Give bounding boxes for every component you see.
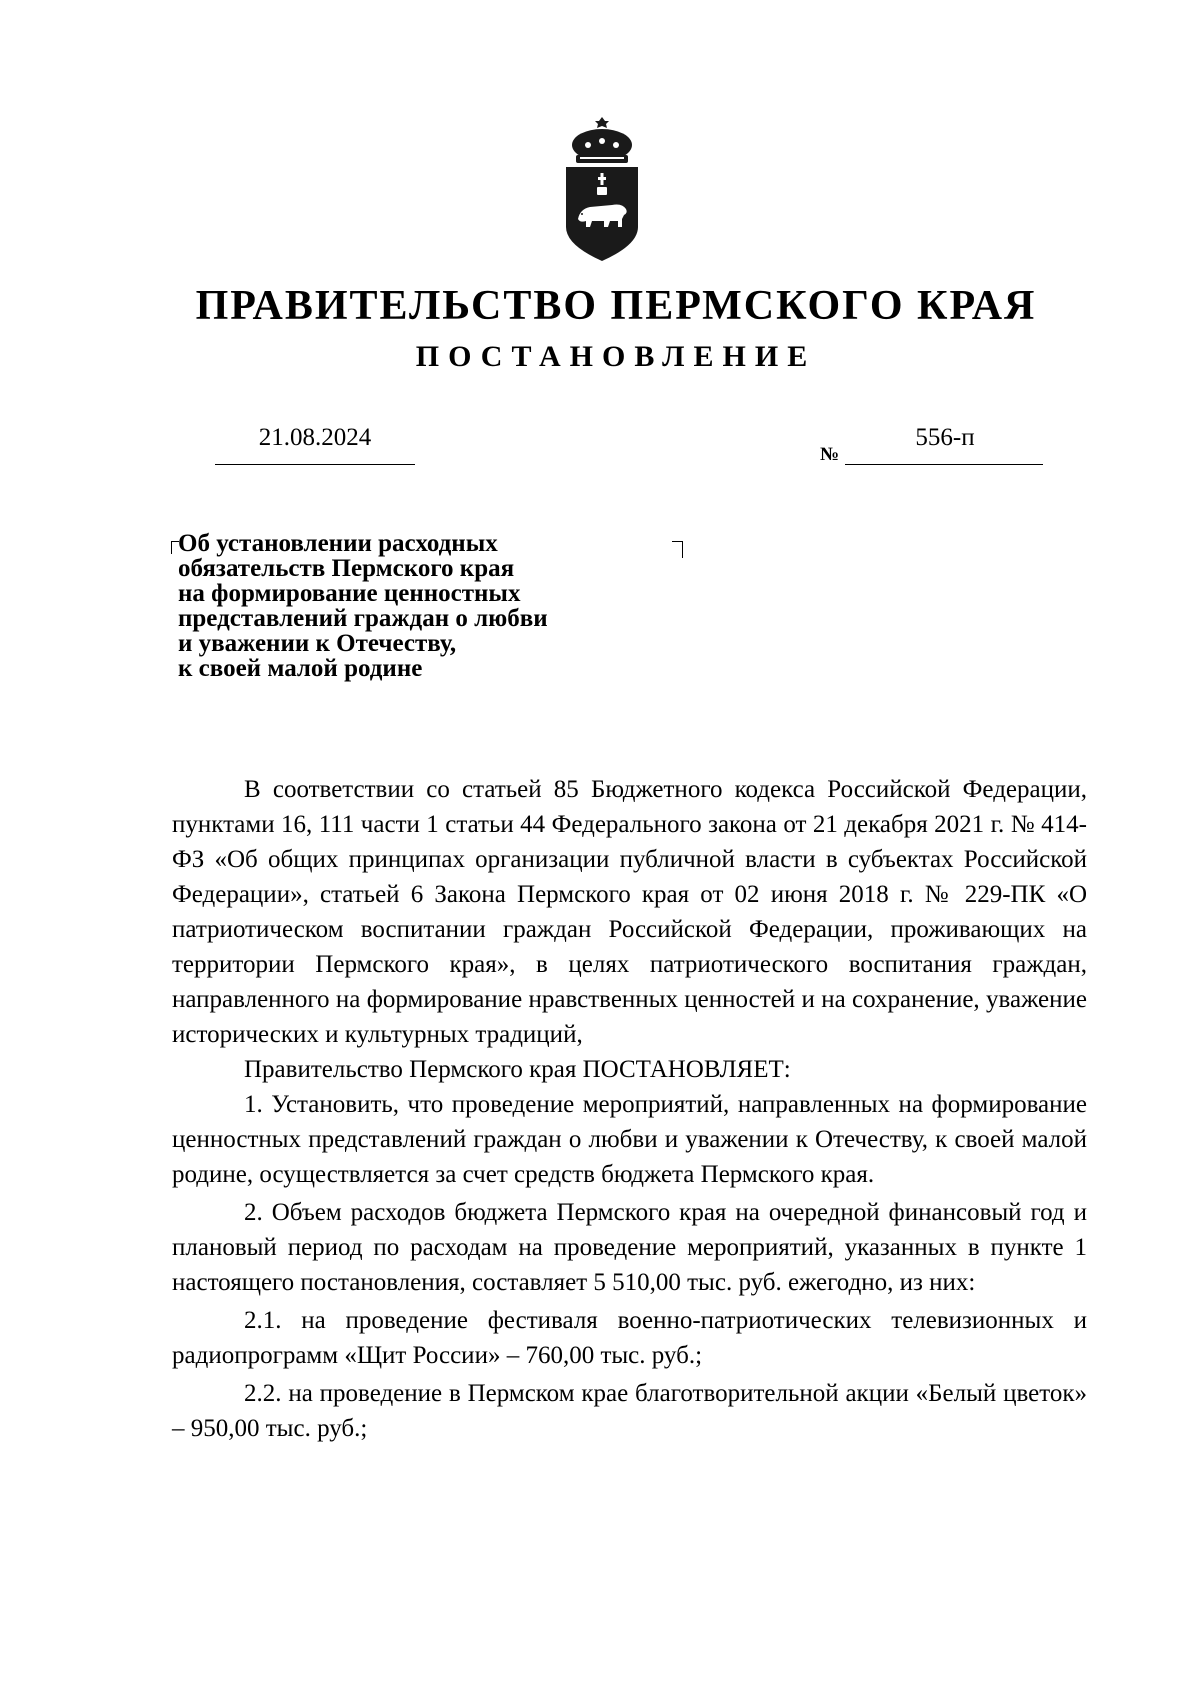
number-underline [845,464,1043,465]
subject-line: и уважении к Отечеству, [178,630,457,657]
subject-line: представлений граждан о любви [178,605,548,632]
preamble-paragraph: В соответствии со статьей 85 Бюджетного кодекса Российской Федерации, пунктами 16, 111 части 1 статьи 44 Федерального закона от 21 декабря 2021 г. № 414-ФЗ «Об общих принципах организации публичной власти в субъектах Российской Федерации», статьей 6 Закона Пермского края от 02 июня 2018 г. № 229-ПК «О патриотическом воспитании граждан Российской Федерации, проживающих на территории Пермского края», в целях патриотического воспитания граждан, направленного на формирование нравственных ценностей и на сохранение, уважение исторических и культурных традиций, [172,776,1087,1048]
government-title: ПРАВИТЕЛЬСТВО ПЕРМСКОГО КРАЯ [195,283,1037,329]
resolves-paragraph: Правительство Пермского края ПОСТАНОВЛЯЕТ: [244,1056,791,1083]
date-underline [215,464,415,465]
number-sign: № [820,444,840,465]
subject-line: на формирование ценностных [178,580,521,607]
subject-line: к своей малой родине [178,655,423,682]
item-2-paragraph: 2. Объем расходов бюджета Пермского края на очередной финансовый год и плановый период по расходам на проведение мероприятий, указанных в пункте 1 настоящего постановления, составляет 5 510,00 тыс. руб. ежегодно, из них: [172,1199,1087,1296]
item-2-2-paragraph: 2.2. на проведение в Пермском крае благотворительной акции «Белый цветок» – 950,00 тыс. руб.; [172,1380,1087,1442]
item-1-paragraph: 1. Установить, что проведение мероприятий, направленных на формирование ценностных представлений граждан о любви и уважении к Отечеству, к своей малой родине, осуществляется за счет средств бюджета Пермского края. [172,1091,1087,1188]
subject-line: Об установлении расходных [178,530,498,557]
document-subject [178,531,658,681]
item-2-1-paragraph: 2.1. на проведение фестиваля военно-патриотических телевизионных и радиопрограмм «Щит России» – 760,00 тыс. руб.; [172,1307,1087,1369]
document-type: ПОСТАНОВЛЕНИЕ [415,340,817,373]
subject-corner-mark-right [672,541,683,558]
subject-line: обязательств Пермского края [178,555,515,582]
document-number: 556-п [915,424,975,451]
document-date: 21.08.2024 [258,424,372,451]
coat-of-arms-icon [564,115,640,265]
document-body [172,772,1087,1446]
